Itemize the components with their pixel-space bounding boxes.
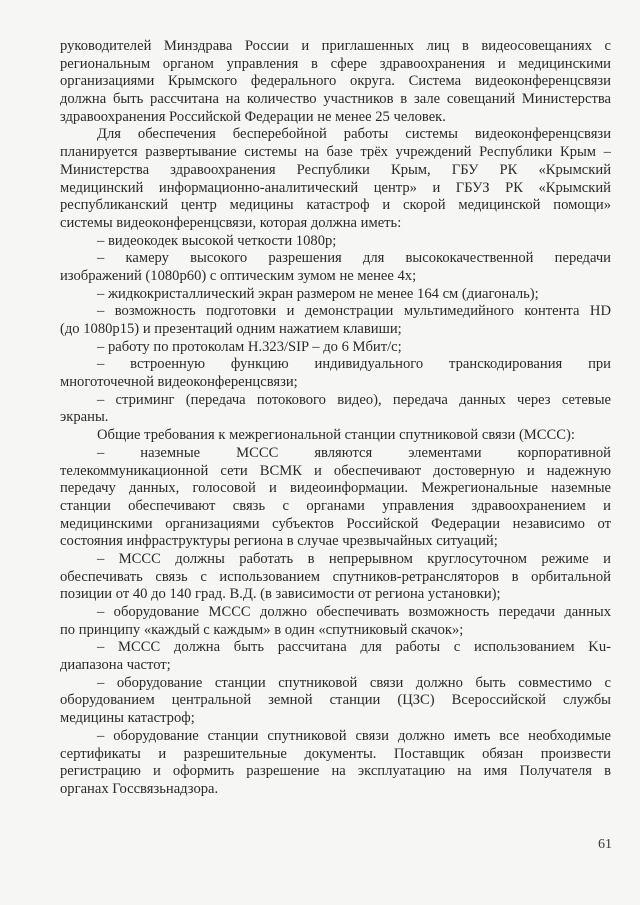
text-line: телекоммуникационной сети ВСМК и обеспечивают достоверную и надежную: [60, 462, 611, 479]
text-line: региональным органом управления в сфере здравоохранения и медицинскими: [60, 55, 611, 72]
text-line: – работу по протоколам H.323/SIP – до 6 Мбит/с;: [97, 338, 402, 355]
text-line: обеспечивать связь с использованием спутников-ретрансляторов в орбитальной: [60, 568, 611, 585]
text-line: – встроенную функцию индивидуального транскодирования при: [97, 356, 611, 373]
text-line: руководителей Минздрава России и приглашенных лиц в видеосовещаниях с: [60, 38, 611, 54]
text-line: – оборудование станции спутниковой связи должно быть совместимо с: [97, 674, 611, 691]
text-line: – возможность подготовки и демонстрации мультимедийного контента HD: [97, 303, 611, 320]
bullet-item: [60, 604, 611, 639]
bullet-item: [60, 392, 611, 427]
page-number: 61: [598, 837, 612, 852]
text-line: Министерства здравоохранения Республики Крым, ГБУ РК «Крымский: [60, 161, 611, 178]
text-line: медицинскими организациями субъектов Российской Федерации независимо от: [60, 515, 611, 532]
text-line: – МССС должны работать в непрерывном круглосуточном режиме и: [97, 550, 611, 567]
text-line: здравоохранения Российской Федерации не менее 25 человек.: [60, 108, 446, 125]
text-line: станции обеспечивают связь с органами управления здравоохранением и: [60, 497, 611, 514]
bullet-item: [60, 339, 611, 357]
text-line: должна быть рассчитана на количество участников в зале совещаний Министерства: [60, 91, 611, 108]
text-line: состояния инфраструктуры региона в случае чрезвычайных ситуаций;: [60, 533, 498, 550]
text-line: – камеру высокого разрешения для высококачественной передачи: [97, 250, 611, 267]
bullet-item: [60, 675, 611, 728]
paragraph-continuation: [60, 38, 611, 126]
bullet-item: [60, 233, 611, 251]
text-line: по принципу «каждый с каждым» в один «спутниковый скачок»;: [60, 621, 464, 638]
text-line: Общие требования к межрегиональной станции спутниковой связи (МССС):: [97, 427, 575, 444]
text-line: – оборудование МССС должно обеспечивать возможность передачи данных: [97, 604, 611, 620]
text-line: (до 1080p15) и презентаций одним нажатием клавиши;: [60, 321, 402, 337]
text-line: – стриминг (передача потокового видео), передача данных через сетевые: [97, 391, 611, 408]
text-line: передачу данных, голосовой и видеоинформации. Межрегиональные наземные: [60, 480, 611, 497]
text-line: планируется развертывание системы на базе трёх учреждений Республики Крым –: [60, 144, 611, 161]
text-line: изображений (1080p60) с оптическим зумом не менее 4x;: [60, 267, 417, 284]
text-line: республиканский центр медицины катастроф и скорой медицинской помощи»: [60, 197, 611, 214]
text-line: Для обеспечения бесперебойной работы системы видеоконференцсвязи: [97, 126, 611, 143]
text-line: регистрацию и оформить разрешение на эксплуатацию на имя Получателя в: [60, 763, 611, 780]
text-line: оборудованием центральной земной станции (ЦЗС) Всероссийской службы: [60, 692, 611, 709]
paragraph: [60, 427, 611, 445]
text-line: диапазона частот;: [60, 657, 171, 674]
bullet-item: [60, 728, 611, 799]
text-line: экраны.: [60, 409, 109, 426]
text-line: организациями Крымского федерального округа. Система видеоконференцсвязи: [60, 73, 611, 90]
bullet-item: [60, 445, 611, 551]
text-line: – наземные МССС являются элементами корпоративной: [97, 444, 611, 461]
text-line: медицины катастроф;: [60, 710, 195, 727]
document-body: [60, 38, 611, 799]
text-line: позиции от 40 до 140 град. В.Д. (в зависимости от региона установки);: [60, 586, 501, 603]
text-line: – жидкокристаллический экран размером не менее 164 см (диагональ);: [97, 285, 539, 302]
bullet-item: [60, 250, 611, 285]
bullet-item: [60, 639, 611, 674]
text-line: медицинский информационно-аналитический центр» и ГБУЗ РК «Крымский: [60, 179, 611, 196]
text-line: многоточечной видеоконференцсвязи;: [60, 374, 298, 391]
text-line: – оборудование станции спутниковой связи должно иметь все необходимые: [97, 727, 611, 744]
text-line: сертификаты и разрешительные документы. Поставщик обязан произвести: [60, 745, 611, 762]
bullet-item: [60, 286, 611, 304]
text-line: системы видеоконференцсвязи, которая должна иметь:: [60, 214, 402, 231]
paragraph: [60, 126, 611, 232]
bullet-item: [60, 356, 611, 391]
bullet-item: [60, 303, 611, 338]
bullet-item: [60, 551, 611, 604]
text-line: – видеокодек высокой четкости 1080p;: [97, 232, 337, 249]
text-line: органах Госсвязьнадзора.: [60, 780, 219, 797]
text-line: – МССС должна быть рассчитана для работы с использованием Ku-: [97, 639, 611, 656]
